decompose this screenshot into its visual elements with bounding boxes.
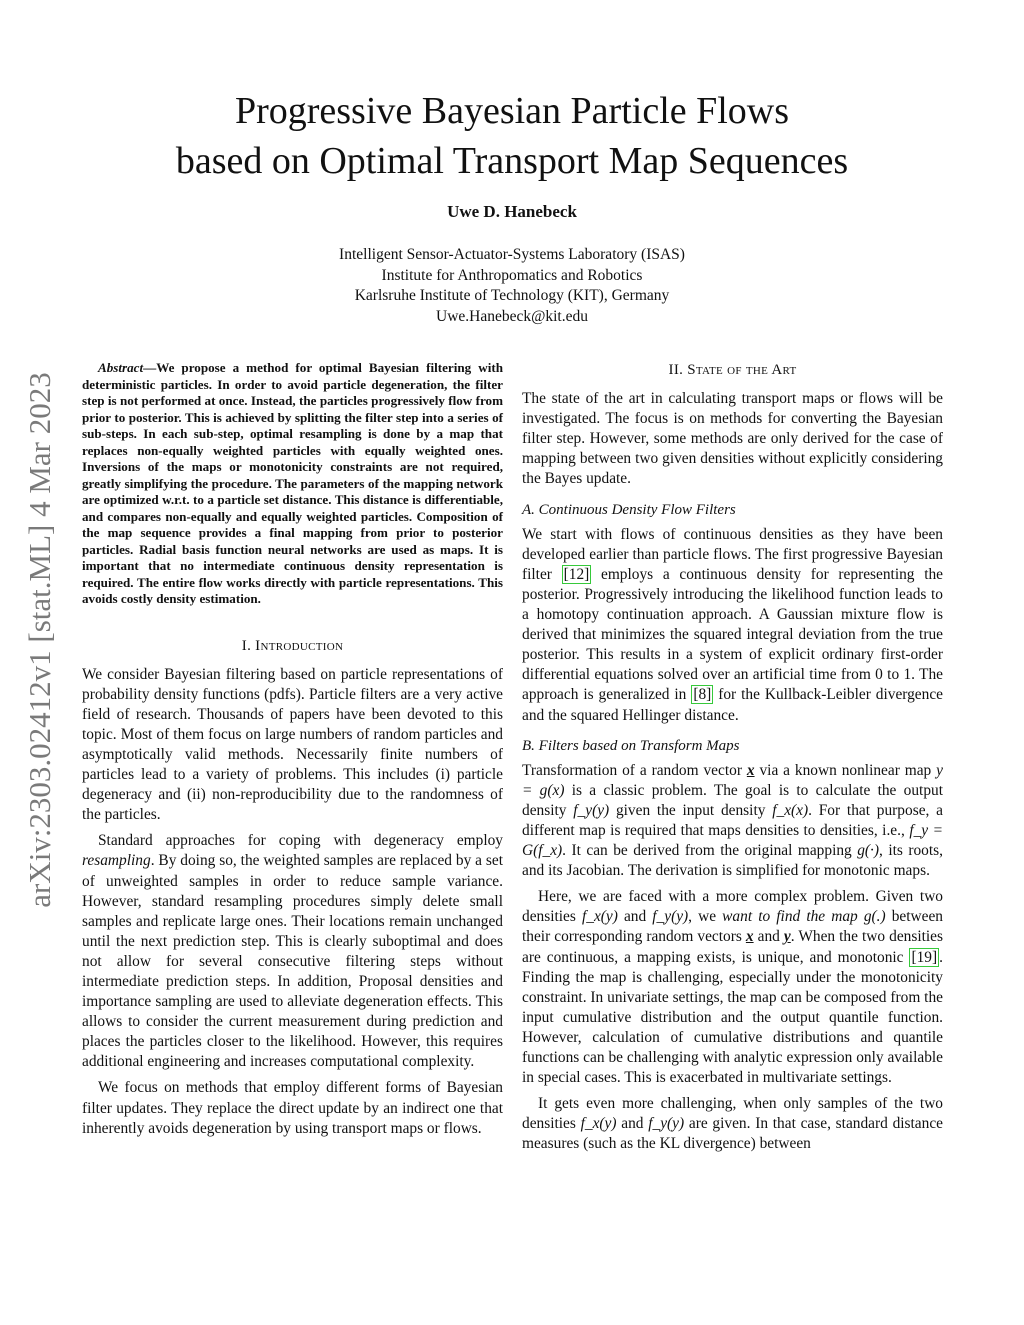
text-run: and [753, 928, 784, 946]
text-run: . When the two densities are continuous, a mapping exists, is unique, and monotonic [522, 928, 943, 966]
text-run: . It can be derived from the original mapping [562, 842, 858, 860]
left-column [82, 360, 503, 1139]
math-expression: f_x(x) [772, 801, 809, 819]
math-expression: f_y(y) [648, 1115, 685, 1133]
title-line-1: Progressive Bayesian Particle Flows [234, 90, 790, 132]
abstract-label: Abstract [98, 360, 144, 375]
text-run: via a known nonlinear map [754, 761, 937, 779]
text-run: Here, we are faced with a more complex problem. Given two densities [522, 888, 943, 926]
section-heading-introduction: I. Introduction [241, 637, 344, 654]
text-run: , its roots, and its Jacobian. The derivation is simplified for monotonic maps. [522, 842, 943, 880]
paragraph [522, 761, 943, 882]
paragraph [522, 525, 943, 726]
text-run: is a classic problem. The goal is to calculate the output density [522, 781, 944, 819]
title-line-2: based on Optimal Transport Map Sequences [175, 140, 849, 182]
abstract [82, 360, 503, 608]
text-run: between their corresponding random vectors [522, 908, 943, 946]
text-run: . For that purpose, a different map is required that maps densities to densities, i.e., [522, 801, 943, 839]
text-run: . By doing so, the weighted samples are replaced by a set of unweighted samples in order to reduce sample variance. However, standard resampling procedures simply delete small samples and replicate large ones. Their locations remain unchanged until the next prediction step. This is clearly suboptimal and does not allow for several consecutive filtering steps without intermediate prediction steps. In addition, Proposal densities and importance sampling are used to alleviate degeneration effects. This allows to consider the current measurement during prediction and places the particles closer to the likelihood. However, this requires additional engineering and increases computational complexity. [82, 852, 503, 1071]
text-run: and [617, 908, 653, 926]
affiliation-line: Intelligent Sensor-Actuator-Systems Laboratory (ISAS) [339, 246, 685, 263]
text-run: for the Kullback-Leibler divergence and the squared Hellinger distance. [522, 686, 943, 724]
math-expression: f_y = G(f_x) [522, 821, 943, 860]
math-expression: y = g(x) [522, 761, 943, 799]
citation-link[interactable]: [12] [563, 565, 590, 583]
subsection-heading-continuous-flow: A. Continuous Density Flow Filters [522, 501, 736, 518]
section-heading-state-of-the-art: II. State of the Art [668, 362, 797, 378]
text-run: Transformation of a random vector [522, 761, 747, 779]
paragraph [522, 1094, 943, 1154]
text-run: It gets even more challenging, when only samples of the two densities [522, 1095, 943, 1133]
paragraph [82, 831, 503, 1072]
text-run: We start with flows of continuous densities as they have been developed earlier than particle flows. The first progressive Bayesian filter [522, 525, 943, 583]
math-expression: g(·) [857, 842, 880, 860]
math-expression: f_y(y) [573, 801, 610, 819]
math-expression: f_x(y) [580, 1115, 617, 1133]
arxiv-stamp: arXiv:2303.02412v1 [stat.ML] 4 Mar 2023 [22, 372, 57, 908]
paragraph: We consider Bayesian filtering based on particle representations of probability density functions (pdfs). Particle filters are a very active field of research. Thousands of papers have been devoted to this topic. Most of them focus on large numbers of random particles and asymptotically valid methods. Necessarily finite numbers of particles lead to a variety of problems. This includes (i) particle degeneracy and (ii) non-reproducibility due to the randomness of the particles. [82, 665, 503, 824]
emphasis-resampling: resampling [82, 852, 151, 870]
text-run: Standard approaches for coping with degeneracy employ [98, 832, 503, 850]
citation-link[interactable]: [8] [693, 686, 712, 704]
affiliation-line: Institute for Anthropomatics and Robotics [381, 266, 643, 284]
text-run: are given. In that case, standard distance measures (such as the KL divergence) between [522, 1115, 943, 1153]
text-run: given the input density [609, 801, 773, 819]
author-email: Uwe.Hanebeck@kit.edu [436, 307, 588, 325]
affiliation-block [0, 245, 1024, 327]
text-run: employs a continuous density for representing the posterior. Progressively introducing the likelihood function leads to a homotopy continuation approach. A Gaussian mixture flow is derived that minimizes the squared integral deviation from the true posterior. This results in a system of explicit ordinary first-order differential equations solved over an artificial time from 0 to 1. The approach is generalized in [522, 565, 943, 704]
math-expression: f_x(y) [581, 908, 618, 926]
math-symbol: x [746, 761, 755, 779]
math-symbol: x [745, 928, 754, 946]
text-run: . Finding the map is challenging, especially under the monotonicity constraint. In univariate settings, the map can be composed from the input cumulative distribution and the output quantile function. However, calculation of cumulative distributions and quantile functions can be challenging with analytic expression only available in special cases. This is exacerbated in multivariate settings. [522, 948, 943, 1087]
affiliation-line: Karlsruhe Institute of Technology (KIT), Germany [354, 287, 670, 304]
paper-title [0, 86, 1024, 186]
subsection-heading-transform-maps: B. Filters based on Transform Maps [522, 737, 740, 754]
paragraph: We focus on methods that employ different forms of Bayesian filter updates. They replace the direct update by an indirect one that inherently avoids degeneration by using transport maps or flows. [82, 1079, 503, 1137]
author-name: Uwe D. Hanebeck [447, 202, 577, 221]
citation-link[interactable]: [19] [911, 948, 938, 966]
emphasis-find-map: want to find the map g(.) [722, 908, 886, 926]
text-run: and [616, 1115, 649, 1133]
paragraph [522, 887, 943, 1088]
right-column [522, 360, 943, 1154]
math-expression: f_y(y) [652, 908, 689, 926]
text-run: , we [688, 908, 723, 926]
abstract-text: —We propose a method for optimal Bayesian filtering with deterministic particles. In order to avoid particle degeneration, the filter step is not performed at once. Instead, the particles progressively flow from prior to posterior. This is achieved by splitting the filter step into a series of sub-steps. In each sub-step, optimal resampling is done by a map that replaces non-equally weighted particles with equally weighted ones. Inversions of the maps or monotonicity constraints are not required, greatly simplifying the procedure. The parameters of the mapping network are optimized w.r.t. to a particle set distance. This distance is differentiable, and compares non-equally and equally weighted particles. Composition of the map sequence provides a final mapping from prior to posterior particles. Radial basis function neural networks are used as maps. It is important that no intermediate continuous density representation is required. The entire flow works directly with particle representations. This avoids costly density estimation. [82, 360, 503, 606]
paragraph: The state of the art in calculating transport maps or flows will be investigated. The focus is on methods for converting the Bayesian filter step. However, some methods are only derived for the case of mapping between two given densities without explicitly considering the Bayes update. [522, 390, 943, 488]
math-symbol: y [783, 928, 791, 946]
